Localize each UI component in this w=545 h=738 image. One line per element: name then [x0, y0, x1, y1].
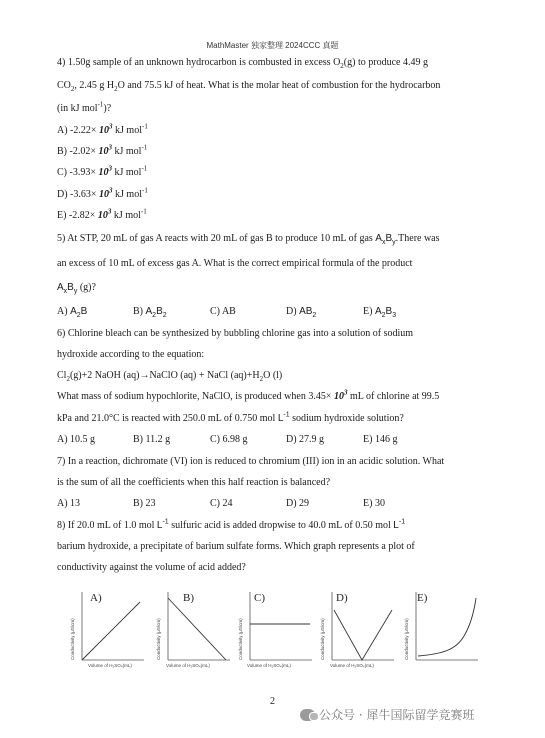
q4-opt-e-label: E) -2.82× [57, 210, 96, 221]
q4-co2: CO [57, 80, 71, 91]
wechat-icon [300, 709, 315, 721]
q5-opt-b-label: B) [133, 306, 143, 317]
q4-opt-c-label: C) -3.93× [57, 167, 96, 178]
q4-line-3: (in kJ mol$^{-1}$)? [57, 100, 112, 114]
q4-text-2c: O and 75.5 kJ of heat. What is the molar heat of combustion for the hydrocarbon [117, 80, 441, 91]
q4-opt-b-label: B) -2.02× [57, 146, 96, 157]
graph-c-ylabel: Conductivity (μS/cm) [238, 618, 243, 660]
q4-text-1c: (g) to produce 4.49 g [343, 57, 428, 68]
q7-option-d[interactable]: D) 29 [286, 498, 310, 509]
q5-line-2: an excess of 10 mL of excess gas A. What is the correct empirical formula of the product [57, 258, 413, 269]
q5-option-a[interactable]: A) $A_2B$ [57, 306, 88, 319]
q6-line-5: kPa and 21.0°C is reacted with 250.0 mL of 0.750 mol $L^{-1}$ sodium hydroxide solution? [57, 411, 404, 424]
q4-opt-a-label: A) -2.22× [57, 125, 97, 136]
q4-opt-a-exp: 3 [109, 122, 113, 131]
q8-line-2: barium hydroxide, a precipitate of barium sulfate forms. Which graph represents a plot of [57, 541, 415, 552]
q5-text-1: 5) At STP, 20 mL of gas A reacts with 20 mL of gas B to produce 10 mL of gas [57, 233, 373, 244]
q6-eq-b: (g)+2 NaOH (aq)→NaClO (aq) + NaCl (aq)+H [69, 370, 260, 381]
q5-line-3 [57, 281, 487, 294]
q6-option-d[interactable]: D) 27.9 g [286, 434, 325, 445]
q6-line-2: hydroxide according to the equation: [57, 349, 205, 360]
q4-opt-c-unit: kJ mol [114, 167, 142, 178]
q6-line-4: What mass of sodium hypochlorite, NaClO, is produced when $3.45\times 10^3$ mL of chlorine at 99.5 [57, 388, 440, 402]
q4-text-1: 4) 1.50g sample of an unknown hydrocarbon is combusted in excess [57, 57, 331, 68]
q5-opt-e-label: E) [363, 306, 373, 317]
graph-e-label: E) [417, 592, 428, 604]
q4-option-d[interactable]: D) $-3.63\times 10^3$ kJ mol$^{-1}$ [57, 186, 148, 200]
graph-b-ylabel: Conductivity (μS/cm) [156, 618, 161, 660]
graph-d-xlabel: Volume of H₂SO₄(mL) [330, 663, 374, 668]
q5-option-c[interactable]: C) AB [210, 306, 236, 317]
q5-product-formula: $A_xB_y$ [57, 282, 78, 295]
q6-text-4a: What mass of sodium hypochlorite, NaClO, is produced when 3.45× [57, 391, 332, 402]
watermark [300, 706, 474, 723]
q8-line-3: conductivity against the volume of acid added? [57, 562, 246, 573]
graph-b-label: B) [183, 592, 194, 604]
q5-opt-a-label: A) [57, 306, 68, 317]
q7-line-1: 7) In a reaction, dichromate (VI) ion is reduced to chromium (III) ion in an acidic solution. What [57, 456, 445, 467]
q5-text-1end: .There was [395, 233, 440, 244]
q4-opt-a-unit: kJ mol [115, 125, 142, 136]
graph-d-ylabel: Conductivity (μS/cm) [320, 618, 325, 660]
q4-option-c[interactable]: C) $-3.93\times 10^3$ kJ mol$^{-1}$ [57, 164, 148, 178]
q4-oxygen: O [333, 57, 341, 68]
q5-text-3end: (g)? [79, 282, 96, 293]
q5-option-d[interactable]: D) $AB_2$ [286, 306, 317, 319]
q4-opt-b-exp: 3 [108, 143, 112, 152]
q6-text-5a: kPa and 21.0°C is reacted with 250.0 mL of 0.750 mol [57, 413, 276, 424]
q8-line-1: 8) If 20.0 mL of 1.0 mol $L^{-1}$ sulfuric acid is added dropwise to 40.0 mL of 0.50 mol $L^{-1}$ [57, 518, 406, 531]
q4-opt-e-exp: 3 [107, 207, 112, 216]
q4-opt-d-exp: 3 [109, 186, 113, 195]
q8-text-1a: 8) If 20.0 mL of 1.0 mol [57, 520, 155, 531]
q6-eq-c: O (l) [263, 370, 283, 381]
graph-d-label: D) [336, 592, 348, 604]
q5-opt-d-label: D) [286, 306, 297, 317]
q4-text-3b: )? [103, 103, 112, 114]
page-number: 2 [270, 696, 275, 707]
q4-opt-c-exp: 3 [108, 164, 112, 173]
q4-text-3: (in kJ mol [57, 103, 98, 114]
q4-opt-d-unit: kJ mol [115, 189, 142, 200]
q5-option-e[interactable]: E) $A_2B_3$ [363, 306, 397, 319]
q4-option-b[interactable]: B) $-2.02\times 10^3$ kJ mol$^{-1}$ [57, 143, 148, 157]
q6-text-4b: mL of chlorine at 99.5 [349, 391, 440, 402]
page-header: MathMaster 独家整理 2024CCC 真题 [206, 41, 339, 50]
q6-option-c[interactable]: C) 6.98 g [210, 434, 248, 445]
q7-line-2: is the sum of all the coefficients when this half reaction is balanced? [57, 477, 331, 488]
q7-option-c[interactable]: C) 24 [210, 498, 233, 509]
q6-option-b[interactable]: B) 11.2 g [133, 434, 171, 445]
q4-opt-e-unit: kJ mol [113, 210, 141, 221]
graph-b-xlabel: Volume of H₂SO₄(mL) [166, 663, 210, 668]
q6-option-e[interactable]: E) 146 g [363, 434, 398, 445]
q4-opt-d-label: D) -3.63× [57, 189, 97, 200]
q6-option-a[interactable]: A) 10.5 g [57, 434, 96, 445]
q4-line-1: 4) 1.50g sample of an unknown hydrocarbon is combusted in excess $O_2(g)$ to produce 4.49 g [57, 57, 428, 70]
graph-c-label: C) [254, 592, 265, 604]
q6-eq-a: Cl [57, 370, 67, 381]
graph-a-label: A) [90, 592, 102, 604]
q5-line-1 [57, 232, 487, 245]
graph-a[interactable] [78, 592, 144, 668]
q6-text-5b: sodium hydroxide solution? [292, 413, 404, 424]
graph-b[interactable] [164, 592, 230, 668]
graph-a-ylabel: Conductivity (μS/cm) [70, 618, 75, 660]
q4-option-e[interactable]: E) $-2.82\times 10^3$ kJ mol$^{-1}$ [57, 207, 147, 221]
graph-e-ylabel: Conductivity (μS/cm) [404, 618, 409, 660]
q7-option-e[interactable]: E) 30 [363, 498, 385, 509]
q5-formula: $A_xB_y$ [375, 233, 396, 246]
q6-line-1: 6) Chlorine bleach can be synthesized by bubbling chlorine gas into a solution of sodium [57, 328, 414, 339]
q7-option-b[interactable]: B) 23 [133, 498, 156, 509]
graph-c-xlabel: Volume of H₂SO₄(mL) [247, 663, 291, 668]
watermark-text: 公众号 · 犀牛国际留学竞赛班 [319, 708, 475, 722]
graph-a-xlabel: Volume of H₂SO₄(mL) [88, 663, 132, 668]
q8-text-1b: sulfuric acid is added dropwise to 40.0 mL of 0.50 mol [171, 520, 391, 531]
q4-text-2b: , 2.45 g H [74, 80, 115, 91]
q5-option-b[interactable]: B) $A_2B_2$ [133, 306, 167, 319]
q7-option-a[interactable]: A) 13 [57, 498, 81, 509]
q4-option-a[interactable]: A) $-2.22\times 10^3$ kJ mol$^{-1}$ [57, 122, 148, 136]
q4-opt-b-unit: kJ mol [114, 146, 142, 157]
q6-equation: $Cl_2(g)+2$ NaOH (aq)→NaClO (aq) + NaCl $(aq)+H_2O$ (l) [57, 370, 283, 383]
q4-line-2: $CO_2$, 2.45 g $H_2O$ and 75.5 kJ of heat. What is the molar heat of combustion for the hydrocarbon [57, 80, 441, 93]
